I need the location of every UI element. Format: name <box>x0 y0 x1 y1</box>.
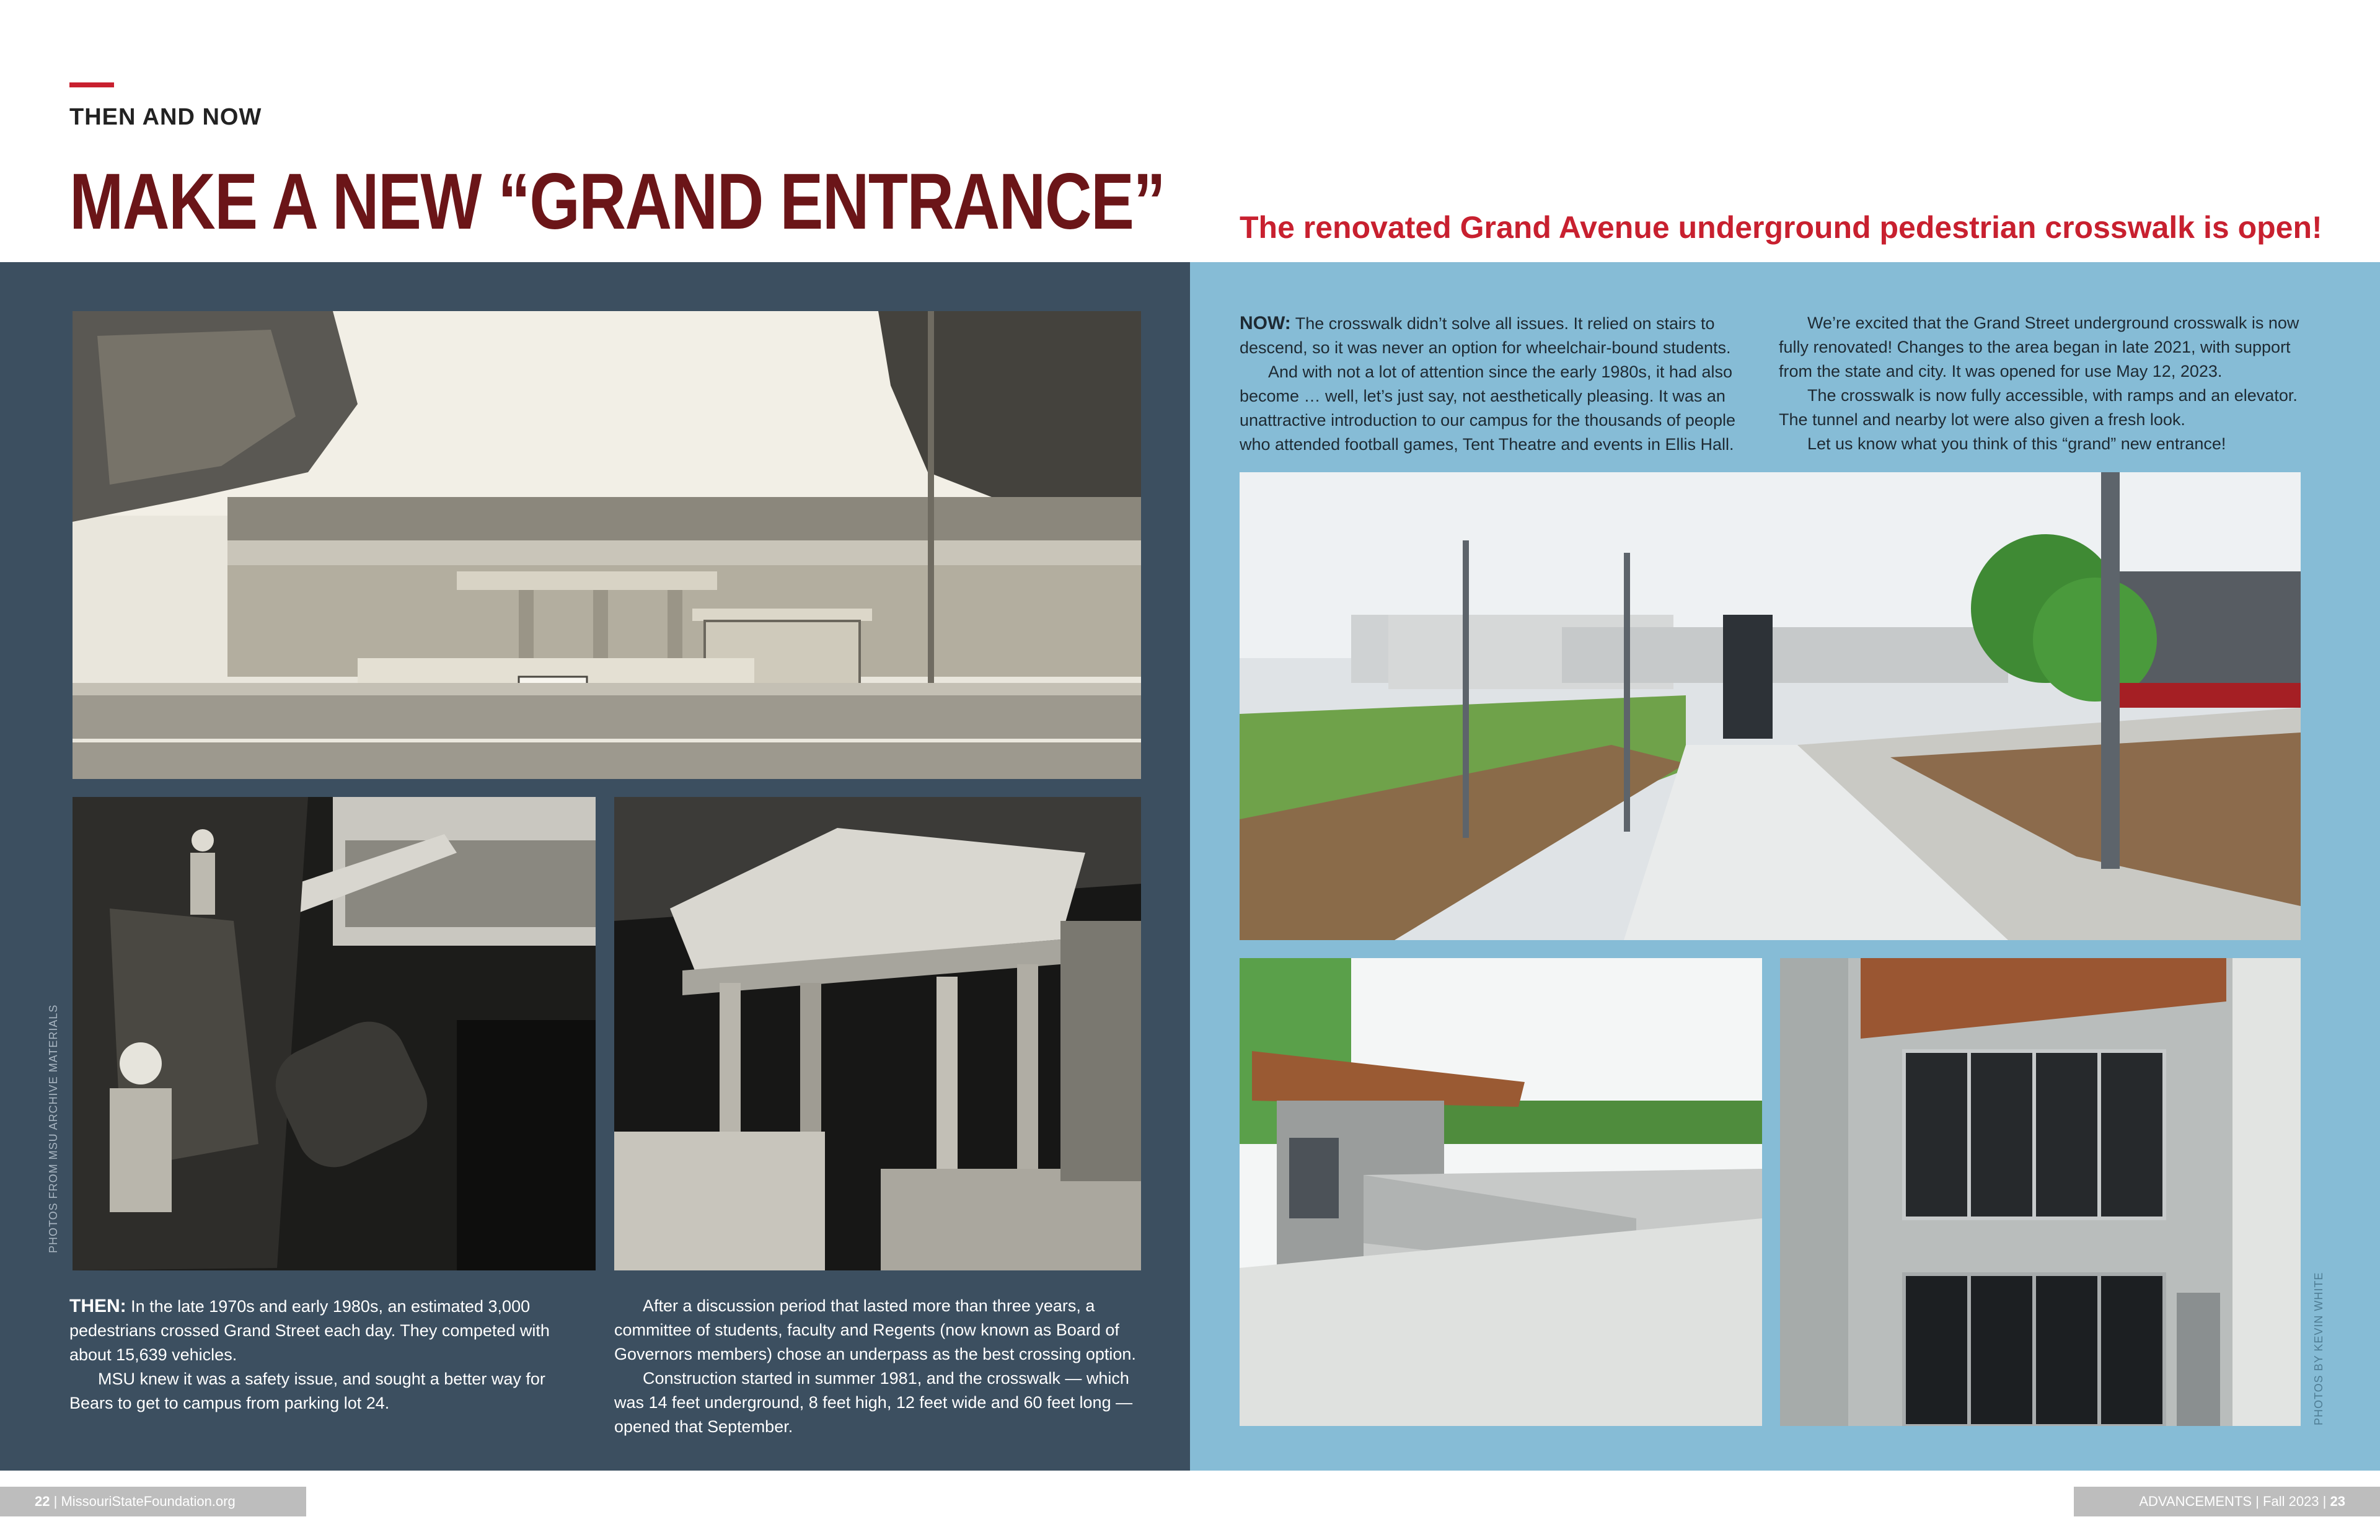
now-text-col-1 <box>1240 311 1766 457</box>
archive-photo-old-shelter <box>614 797 1141 1270</box>
then-label: THEN: <box>69 1296 126 1316</box>
page-number-right: 23 <box>2330 1494 2345 1509</box>
page-deck: The renovated Grand Avenue underground pedestrian crosswalk is open! <box>1240 210 2322 245</box>
archive-photo-excavation <box>73 797 596 1270</box>
now-paragraph-5: Let us know what you think of this “grand” new entrance! <box>1807 434 2226 453</box>
now-paragraph-3: We’re excited that the Grand Street underground crosswalk is now fully renovated! Changes to the area began in late 2021, with support from the state and city. It was opened for use May 12, 2023. <box>1779 314 2299 381</box>
archive-photo-credit: PHOTOS FROM MSU ARCHIVE MATERIALS <box>47 1004 60 1253</box>
then-paragraph-3: After a discussion period that lasted more than three years, a committee of students, faculty and Regents (now known as Board of Governors members) chose an underpass as the best crossing option. <box>614 1296 1136 1363</box>
photo-new-pavilion <box>1240 958 1762 1426</box>
footer-separator: | <box>2255 1494 2259 1509</box>
kicker-accent-bar <box>69 82 114 87</box>
section-kicker: THEN AND NOW <box>69 104 262 130</box>
then-text-col-2 <box>614 1294 1141 1439</box>
page-number-left: 22 <box>35 1494 50 1509</box>
footer-right-bar <box>2074 1487 2380 1516</box>
now-label: NOW: <box>1240 313 1291 333</box>
footer-publication: ADVANCEMENTS <box>2139 1494 2252 1509</box>
footer-separator: | <box>53 1494 58 1509</box>
photo-glass-entrance <box>1780 958 2301 1426</box>
now-paragraph-4: The crosswalk is now fully accessible, with ramps and an elevator. The tunnel and nearby lot were also given a fresh look. <box>1779 386 2298 429</box>
modern-photo-credit: PHOTOS BY KEVIN WHITE <box>2312 1272 2325 1425</box>
now-paragraph-1: The crosswalk didn’t solve all issues. It relied on stairs to descend, so it was never an option for wheelchair-bound students. <box>1240 314 1731 357</box>
now-text-col-2 <box>1779 311 2306 456</box>
archive-photo-overpass <box>73 311 1141 779</box>
then-paragraph-2: MSU knew it was a safety issue, and sought a better way for Bears to get to campus from parking lot 24. <box>69 1370 545 1412</box>
page-headline: MAKE A NEW “GRAND ENTRANCE” <box>69 157 1165 246</box>
footer-issue: Fall 2023 <box>2263 1494 2319 1509</box>
footer-website: MissouriStateFoundation.org <box>61 1494 236 1509</box>
then-paragraph-1: In the late 1970s and early 1980s, an estimated 3,000 pedestrians crossed Grand Street each day. They competed with about 15,639 vehicles. <box>69 1297 550 1364</box>
then-text-col-1 <box>69 1294 565 1415</box>
footer-separator: | <box>2322 1494 2327 1509</box>
footer-left-bar <box>0 1487 306 1516</box>
then-paragraph-4: Construction started in summer 1981, and the crosswalk — which was 14 feet underground, 8 feet high, 12 feet wide and 60 feet long — opened that September. <box>614 1369 1133 1436</box>
now-paragraph-2: And with not a lot of attention since the early 1980s, it had also become … well, let’s just say, not aesthetically pleasing. It was an unattractive introduction to our campus for the thousands of people who attended football games, Tent Theatre and events in Ellis Hall. <box>1240 363 1735 454</box>
photo-renovated-walkway <box>1240 472 2301 940</box>
